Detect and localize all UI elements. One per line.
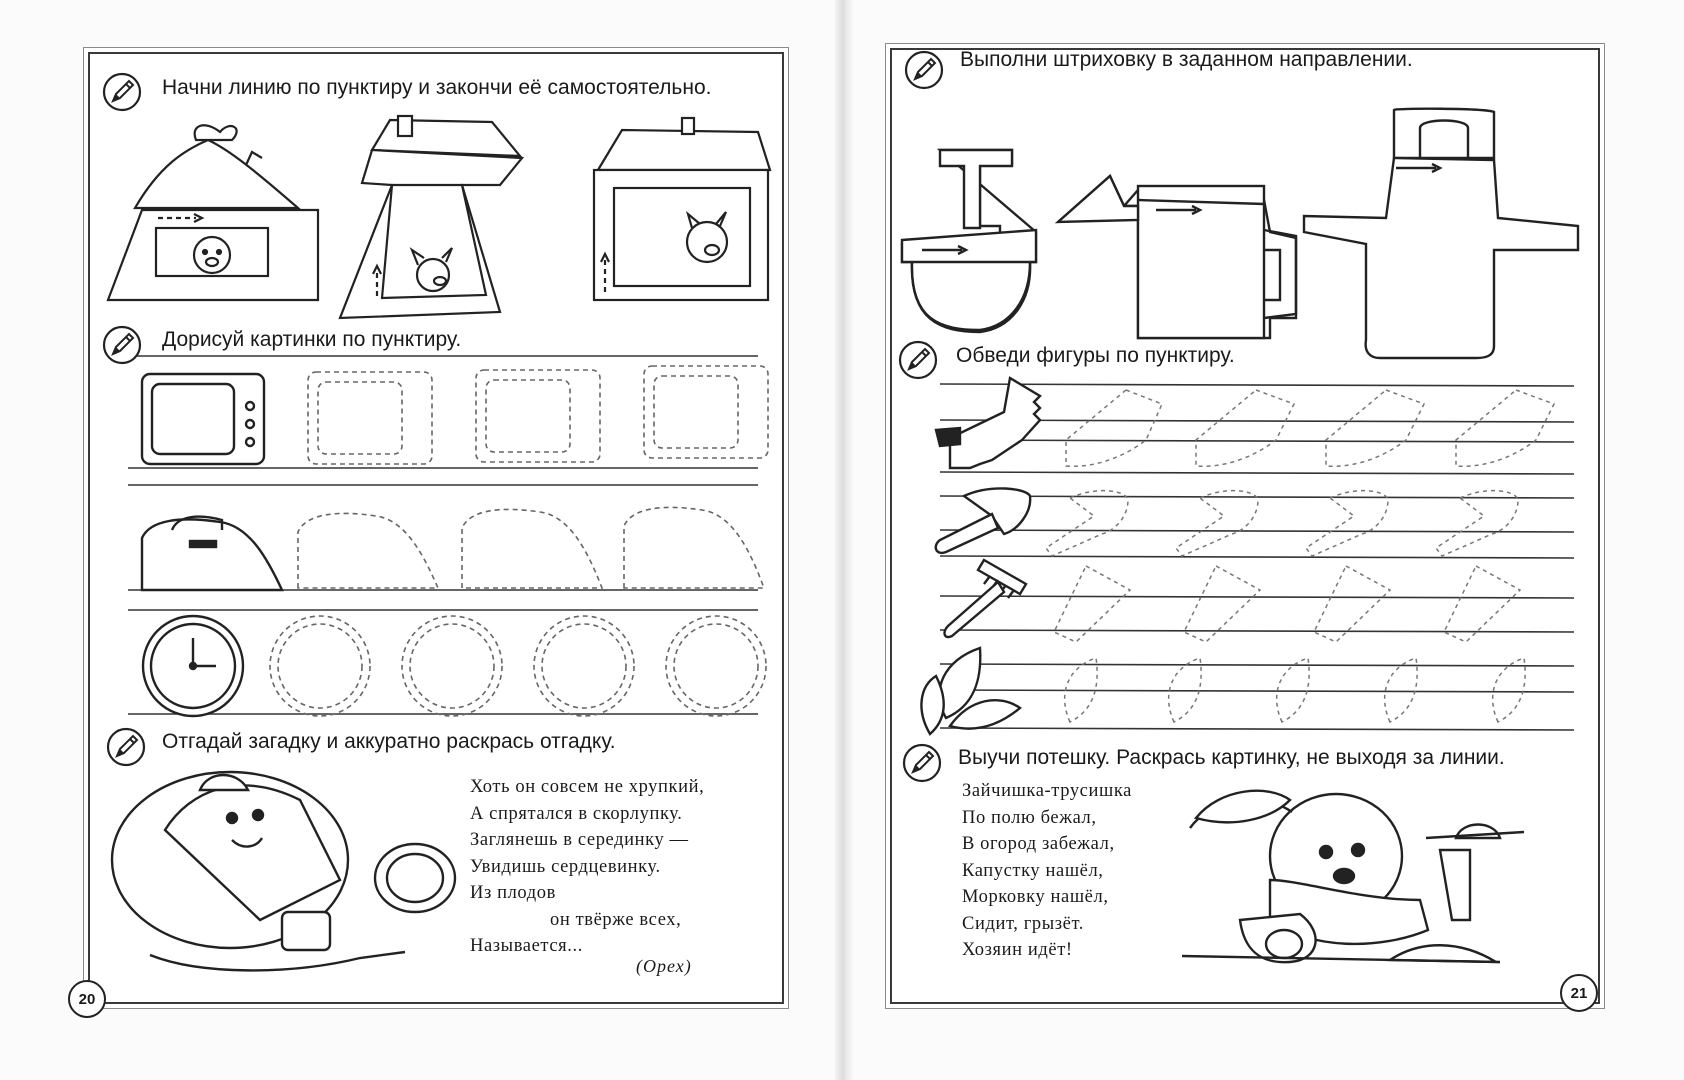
bag-house-drawing	[108, 125, 318, 300]
rhyme-line: Хозяин идёт!	[962, 940, 1073, 960]
riddle-line: Из плодов	[470, 883, 556, 903]
riddle-line: Заглянешь в серединку —	[470, 830, 689, 850]
walnut-character-drawing	[112, 772, 455, 970]
riddle-line: Называется...	[470, 936, 583, 956]
box-house-drawing	[594, 118, 770, 300]
task-text: Выучи потешку. Раскрась картинку, не выходя за линии.	[958, 746, 1505, 769]
saw-drawing	[936, 378, 1040, 468]
riddle-line: Увидишь сердцевинку.	[470, 856, 661, 877]
pencil-icon	[108, 729, 144, 765]
clock-drawing	[143, 616, 243, 716]
axe-drawing	[936, 488, 1030, 552]
iron-drawing	[142, 517, 282, 590]
rhyme-line: В огород забежал,	[962, 834, 1115, 854]
riddle-line: он твёрже всех,	[550, 909, 682, 930]
riddle-line: Хоть он совсем не хрупкий,	[470, 777, 705, 797]
clock-dashed-copies	[270, 616, 766, 716]
shovel-drawing	[902, 150, 1036, 332]
page-number: 20	[68, 980, 106, 1018]
task-instruction	[150, 730, 616, 754]
ruled-lines-right	[940, 384, 1574, 730]
nursery-rhyme-text	[962, 778, 1132, 964]
rhyme-line: Зайчишка-трусишка	[962, 781, 1132, 801]
pencil-icon	[104, 74, 140, 110]
riddle-text	[470, 774, 704, 960]
task-instruction	[150, 76, 711, 100]
rhyme-line: Сидит, грызёт.	[962, 913, 1085, 934]
pencil-icon	[104, 327, 140, 363]
tower-house-drawing	[340, 116, 522, 318]
task-instruction	[948, 48, 1413, 72]
axe-dashed-copies	[1046, 491, 1518, 556]
task-instruction	[944, 344, 1235, 368]
rhyme-line: Капустку нашёл,	[962, 860, 1104, 881]
watering-can-drawing	[1058, 176, 1296, 338]
rhyme-line: Морковку нашёл,	[962, 887, 1109, 907]
riddle-answer: (Орех)	[636, 956, 692, 976]
riddle-line: А спрятался в скорлупку.	[470, 803, 683, 824]
pencil-icon	[900, 342, 936, 378]
tv-drawing	[142, 374, 264, 464]
bunny-carrot-drawing	[1182, 791, 1524, 962]
pencil-icon	[904, 745, 940, 781]
task-text: Отгадай загадку и аккуратно раскрась отгадку.	[162, 730, 616, 753]
task-text: Выполни штриховку в заданном направлении.	[960, 48, 1413, 71]
tv-dashed-copies	[308, 366, 768, 464]
task-instruction	[150, 328, 461, 352]
jug-drawing	[1304, 109, 1578, 358]
task-instruction	[946, 746, 1505, 770]
iron-dashed-copies	[298, 507, 764, 588]
task-text: Начни линию по пунктиру и закончи её самостоятельно.	[162, 76, 712, 99]
task-text: Дорисуй картинки по пунктиру.	[162, 328, 462, 351]
page-number: 21	[1560, 974, 1598, 1012]
saw-dashed-copies	[1066, 390, 1554, 466]
rhyme-line: По полю бежал,	[962, 807, 1097, 828]
rake-drawing	[945, 560, 1026, 637]
task-text: Обведи фигуры по пунктиру.	[956, 344, 1235, 367]
pencil-icon	[906, 52, 942, 88]
